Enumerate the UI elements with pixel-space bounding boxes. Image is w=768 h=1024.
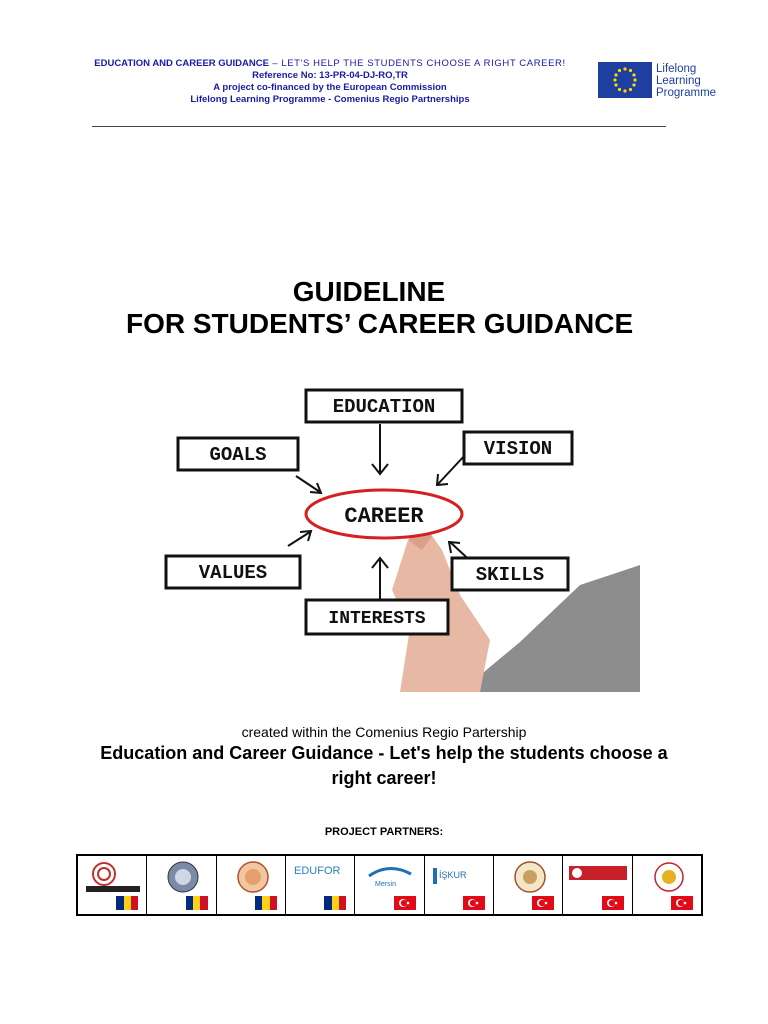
project-subtitle: Education and Career Guidance - Let's help the students choose a right career!	[100, 743, 668, 788]
diagram-label-values: VALUES	[198, 562, 268, 584]
header-line-1	[40, 58, 620, 70]
header-programme: Lifelong Learning Programme - Comenius Regio Partnerships	[190, 94, 470, 105]
logo-text-line-1: Lifelong	[656, 63, 697, 75]
logo-text-line-2: Learning	[656, 75, 701, 87]
partners-table	[76, 854, 703, 916]
seal-logo-icon	[639, 860, 697, 894]
partner-cell	[217, 856, 286, 914]
partner-cell	[78, 856, 147, 914]
diagram-label-skills: SKILLS	[475, 564, 545, 586]
partner-cell	[425, 856, 494, 914]
diagram-label-vision: VISION	[483, 438, 553, 460]
eu-flag-icon	[598, 62, 652, 98]
header-reference: Reference No: 13-PR-04-DJ-RO,TR	[252, 70, 408, 81]
turkey-flag-icon	[394, 896, 416, 910]
diagram-label-career: CAREER	[344, 504, 424, 529]
seal-logo-icon	[84, 860, 142, 894]
iskur-logo-icon	[431, 860, 489, 894]
header-project-name: EDUCATION AND CAREER GUIDANCE	[94, 58, 269, 69]
partner-cell	[286, 856, 355, 914]
career-diagram-illustration	[160, 380, 640, 692]
diagram-label-goals: GOALS	[209, 444, 267, 466]
partner-cell	[147, 856, 216, 914]
romania-flag-icon	[186, 896, 208, 910]
logo-text-line-3: Programme	[656, 87, 717, 99]
edufor-logo-icon	[292, 860, 350, 894]
partner-cell	[355, 856, 424, 914]
partner-cell	[563, 856, 632, 914]
svg-text:Mersin: Mersin	[375, 881, 397, 888]
turkey-flag-icon	[463, 896, 485, 910]
banner-logo-icon	[569, 860, 627, 894]
seal-logo-icon	[500, 860, 558, 894]
diagram-label-education: EDUCATION	[332, 396, 436, 418]
partner-cell	[633, 856, 701, 914]
romania-flag-icon	[116, 896, 138, 910]
partners-heading: PROJECT PARTNERS:	[324, 826, 444, 838]
title-line-2: FOR STUDENTS’ CAREER GUIDANCE	[126, 308, 634, 339]
partner-cell	[494, 856, 563, 914]
lifelong-learning-logo	[598, 62, 728, 100]
turkey-flag-icon	[602, 896, 624, 910]
logo-text	[656, 63, 716, 99]
emblem-logo-icon	[153, 860, 211, 894]
svg-text:EDUFOR: EDUFOR	[293, 865, 341, 877]
crest-logo-icon	[223, 860, 281, 894]
turkey-flag-icon	[532, 896, 554, 910]
svg-text:İŞKUR: İŞKUR	[438, 870, 467, 880]
document-header	[40, 58, 620, 106]
romania-flag-icon	[255, 896, 277, 910]
created-within-text: created within the Comenius Regio Partership	[241, 724, 527, 740]
turkey-flag-icon	[671, 896, 693, 910]
mersin-logo-icon	[361, 860, 419, 894]
romania-flag-icon	[324, 896, 346, 910]
title-line-1: GUIDELINE	[292, 276, 446, 307]
header-cofinance: A project co-financed by the European Commission	[213, 82, 447, 93]
diagram-label-interests: INTERESTS	[328, 609, 426, 629]
header-divider	[92, 126, 666, 127]
header-project-slogan: – LET'S HELP THE STUDENTS CHOOSE A RIGHT CAREER!	[268, 58, 566, 69]
